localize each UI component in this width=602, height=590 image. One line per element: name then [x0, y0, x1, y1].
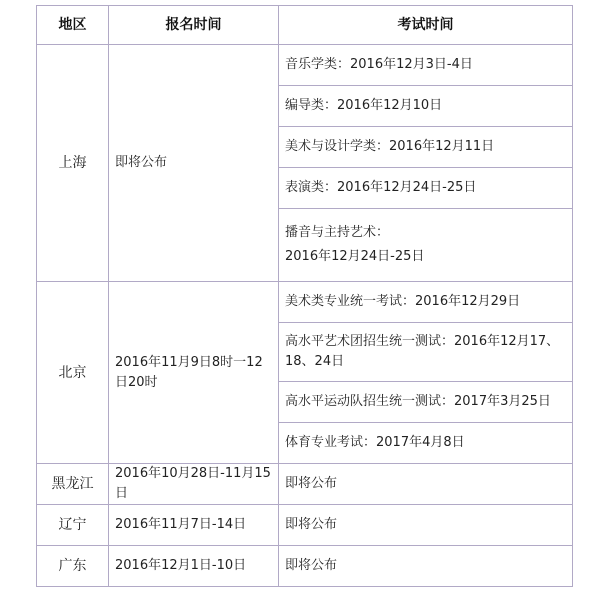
exam-beijing-art-troupe: 高水平艺术团招生统一测试：2016年12月17、18、24日 [279, 323, 573, 382]
exam-shanghai-performance: 表演类：2016年12月24日-25日 [279, 168, 573, 209]
header-region: 地区 [37, 6, 109, 45]
exam-shanghai-art-design: 美术与设计学类：2016年12月11日 [279, 127, 573, 168]
region-heilongjiang: 黑龙江 [37, 464, 109, 505]
registration-beijing: 2016年11月9日8时一12日20时 [109, 282, 279, 464]
region-beijing: 北京 [37, 282, 109, 464]
table-header-row [37, 6, 573, 45]
table-row-guangdong [37, 546, 573, 587]
header-exam-time: 考试时间 [279, 6, 573, 45]
exam-shanghai-broadcasting-label: 播音与主持艺术： [285, 225, 390, 240]
registration-heilongjiang: 2016年10月28日-11月15日 [109, 464, 279, 505]
table-row-shanghai [37, 45, 573, 86]
exam-schedule-table [36, 5, 573, 587]
exam-shanghai-directing: 编导类：2016年12月10日 [279, 86, 573, 127]
header-registration-time: 报名时间 [109, 6, 279, 45]
exam-shanghai-broadcasting [279, 209, 573, 282]
table-row-heilongjiang [37, 464, 573, 505]
exam-liaoning: 即将公布 [279, 505, 573, 546]
exam-guangdong: 即将公布 [279, 546, 573, 587]
region-shanghai: 上海 [37, 45, 109, 282]
exam-beijing-sports-team: 高水平运动队招生统一测试：2017年3月25日 [279, 382, 573, 423]
exam-beijing-art: 美术类专业统一考试：2016年12月29日 [279, 282, 573, 323]
table-row-liaoning [37, 505, 573, 546]
table-row-beijing [37, 282, 573, 323]
registration-liaoning: 2016年11月7日-14日 [109, 505, 279, 546]
exam-shanghai-music: 音乐学类：2016年12月3日-4日 [279, 45, 573, 86]
exam-shanghai-broadcasting-date: 2016年12月24日-25日 [285, 249, 425, 264]
exam-beijing-pe: 体育专业考试：2017年4月8日 [279, 423, 573, 464]
registration-shanghai: 即将公布 [109, 45, 279, 282]
region-guangdong: 广东 [37, 546, 109, 587]
exam-heilongjiang: 即将公布 [279, 464, 573, 505]
registration-guangdong: 2016年12月1日-10日 [109, 546, 279, 587]
region-liaoning: 辽宁 [37, 505, 109, 546]
